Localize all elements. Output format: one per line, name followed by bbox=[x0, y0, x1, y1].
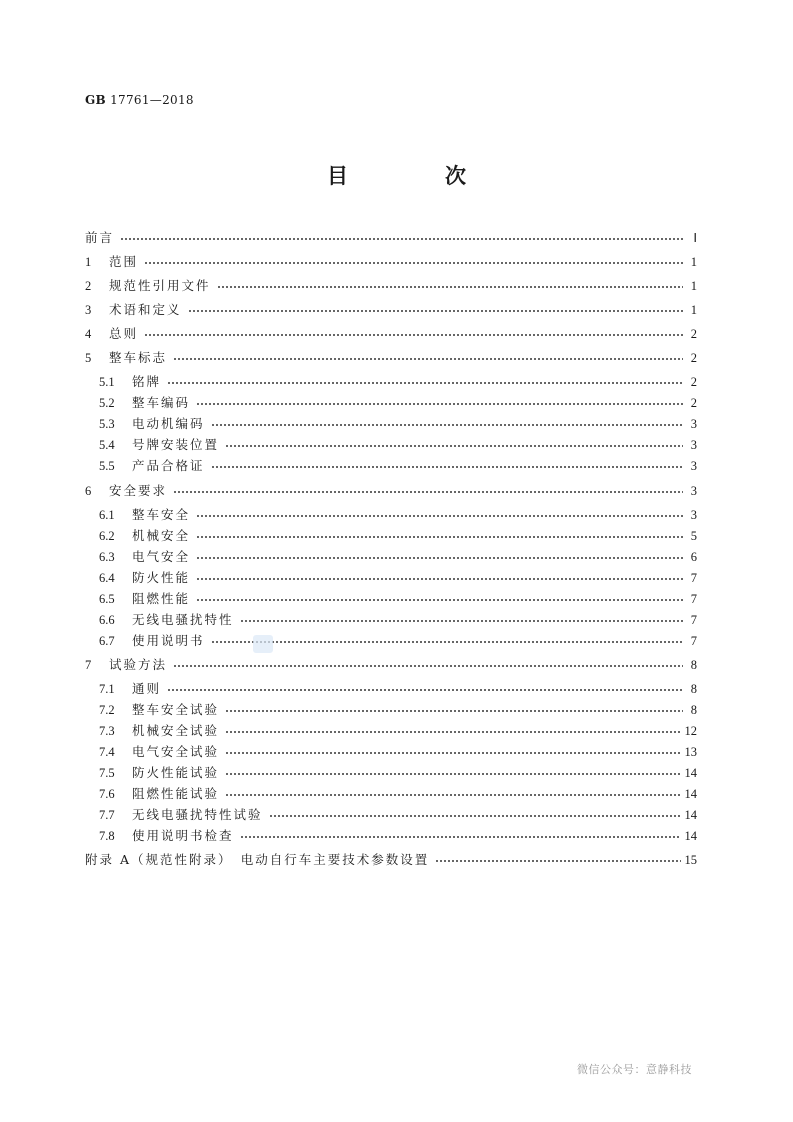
toc-entry-number: 6 bbox=[85, 484, 92, 498]
toc-entry-page-number: 12 bbox=[684, 724, 697, 738]
toc-entry-number: 7.6 bbox=[99, 787, 115, 801]
toc-dot-leader bbox=[196, 578, 683, 580]
toc-entry-page-number: 2 bbox=[690, 351, 697, 365]
toc-entry-page-number: 15 bbox=[684, 853, 697, 867]
toc-entry-label: 产品合格证 bbox=[132, 458, 205, 473]
toc-dot-leader bbox=[144, 262, 683, 264]
toc-entry[interactable] bbox=[85, 569, 697, 587]
toc-entry-label: 机械安全试验 bbox=[132, 723, 220, 738]
toc-entry-page-number: 7 bbox=[690, 634, 697, 648]
page-title: 目 次 bbox=[327, 163, 504, 188]
toc-entry-page-number: 14 bbox=[684, 766, 697, 780]
toc-entry[interactable] bbox=[85, 827, 697, 845]
toc-entry[interactable] bbox=[85, 349, 697, 367]
toc-entry-page-number: 8 bbox=[690, 658, 697, 672]
footer-watermark: 微信公众号：意静科技 bbox=[577, 1063, 692, 1076]
toc-entry-label: 防火性能试验 bbox=[132, 765, 220, 780]
toc-entry-page-number: 1 bbox=[690, 303, 697, 317]
toc-entry-page-number: 6 bbox=[690, 550, 697, 564]
toc-entry-number: 6.6 bbox=[99, 613, 115, 627]
toc-entry[interactable] bbox=[85, 394, 697, 412]
toc-entry-number: 5.3 bbox=[99, 417, 115, 431]
toc-entry[interactable] bbox=[85, 548, 697, 566]
toc-dot-leader bbox=[240, 836, 681, 838]
toc-entry-page-number: 3 bbox=[690, 508, 697, 522]
toc-dot-leader bbox=[225, 710, 683, 712]
toc-dot-leader bbox=[225, 773, 680, 775]
toc-entry-label: 无线电骚扰特性 bbox=[132, 612, 234, 627]
toc-entry[interactable] bbox=[85, 722, 697, 740]
toc-dot-leader bbox=[269, 815, 681, 817]
toc-dot-leader bbox=[225, 731, 680, 733]
toc-entry[interactable] bbox=[85, 656, 697, 674]
toc-entry-label: 阻燃性能试验 bbox=[132, 786, 220, 801]
toc-entry[interactable] bbox=[85, 373, 697, 391]
toc-entry-page-number: 3 bbox=[690, 438, 697, 452]
toc-entry-page-number: 13 bbox=[684, 745, 697, 759]
toc-entry-number: 7.5 bbox=[99, 766, 115, 780]
toc-dot-leader bbox=[225, 752, 680, 754]
toc-entry-page-number: 7 bbox=[690, 571, 697, 585]
toc-entry[interactable] bbox=[85, 415, 697, 433]
toc-dot-leader bbox=[196, 599, 683, 601]
toc-dot-leader bbox=[217, 286, 683, 288]
toc-entry-number: 5.1 bbox=[99, 375, 115, 389]
toc-dot-leader bbox=[211, 424, 683, 426]
toc-entry-page-number: 2 bbox=[690, 396, 697, 410]
toc-dot-leader bbox=[240, 620, 683, 622]
toc-dot-leader bbox=[173, 358, 683, 360]
toc-entry[interactable] bbox=[85, 851, 697, 869]
toc-entry[interactable] bbox=[85, 701, 697, 719]
toc-entry[interactable] bbox=[85, 301, 697, 319]
toc-entry[interactable] bbox=[85, 680, 697, 698]
toc-entry-page-number: 3 bbox=[690, 417, 697, 431]
watermark-artifact bbox=[253, 635, 273, 653]
toc-entry-number: 6.2 bbox=[99, 529, 115, 543]
toc-entry-number: 5.2 bbox=[99, 396, 115, 410]
toc-entry-number: 5 bbox=[85, 351, 92, 365]
toc-entry[interactable] bbox=[85, 806, 697, 824]
toc-entry-page-number: 3 bbox=[690, 459, 697, 473]
toc-entry-label: 防火性能 bbox=[132, 570, 191, 585]
toc-entry[interactable] bbox=[85, 785, 697, 803]
toc-entry[interactable] bbox=[85, 277, 697, 295]
toc-entry-page-number: 8 bbox=[690, 682, 697, 696]
toc-entry-label: 无线电骚扰特性试验 bbox=[132, 807, 263, 822]
toc-entry-page-number: 5 bbox=[690, 529, 697, 543]
toc-entry-page-number: 3 bbox=[690, 484, 697, 498]
toc-dot-leader bbox=[120, 238, 683, 240]
toc-entry[interactable] bbox=[85, 457, 697, 475]
toc-dot-leader bbox=[196, 515, 683, 517]
toc-dot-leader bbox=[196, 403, 683, 405]
toc-entry-number: 7.4 bbox=[99, 745, 115, 759]
toc-entry-page-number: 2 bbox=[690, 375, 697, 389]
toc-entry-number: 6.1 bbox=[99, 508, 115, 522]
toc-entry-number: 7.3 bbox=[99, 724, 115, 738]
toc-entry-number: 6.3 bbox=[99, 550, 115, 564]
toc-entry-page-number: 14 bbox=[684, 829, 697, 843]
toc-entry-label: 电动机编码 bbox=[132, 416, 205, 431]
toc-dot-leader bbox=[188, 310, 683, 312]
toc-entry-label: 号牌安装位置 bbox=[132, 437, 220, 452]
toc-entry-label: 使用说明书 bbox=[132, 633, 205, 648]
toc-entry-label: 整车安全试验 bbox=[132, 702, 220, 717]
toc-entry-number: 6.7 bbox=[99, 634, 115, 648]
toc-entry[interactable] bbox=[85, 764, 697, 782]
toc-entry-label: 术语和定义 bbox=[109, 302, 182, 317]
toc-entry-page-number: 1 bbox=[690, 255, 697, 269]
toc-entry-page-number: 2 bbox=[690, 327, 697, 341]
toc-entry-page-number: 7 bbox=[690, 613, 697, 627]
toc-entry-label: 整车编码 bbox=[132, 395, 191, 410]
toc-entry-label: 范围 bbox=[109, 254, 139, 269]
toc-entry[interactable] bbox=[85, 632, 697, 650]
toc-entry[interactable] bbox=[85, 325, 697, 343]
toc-entry-label: 规范性引用文件 bbox=[109, 278, 211, 293]
toc-dot-leader bbox=[225, 794, 680, 796]
toc-entry-number: 5.5 bbox=[99, 459, 115, 473]
toc-entry-label: 机械安全 bbox=[132, 528, 191, 543]
toc-dot-leader bbox=[211, 466, 683, 468]
toc-entry-number: 1 bbox=[85, 255, 92, 269]
toc-entry-label: 电气安全试验 bbox=[132, 744, 220, 759]
toc-dot-leader bbox=[196, 557, 683, 559]
toc-entry-page-number: 14 bbox=[684, 808, 697, 822]
toc-entry-number: 7.1 bbox=[99, 682, 115, 696]
toc-entry[interactable] bbox=[85, 590, 697, 608]
toc-entry-label: 使用说明书检查 bbox=[132, 828, 234, 843]
toc-dot-leader bbox=[196, 536, 683, 538]
toc-entry-label: 阻燃性能 bbox=[132, 591, 191, 606]
toc-entry[interactable] bbox=[85, 611, 697, 629]
toc-entry-label: 铭牌 bbox=[132, 374, 162, 389]
toc-entry[interactable] bbox=[85, 482, 697, 500]
toc-dot-leader bbox=[167, 382, 683, 384]
toc-entry-page-number: 8 bbox=[690, 703, 697, 717]
toc-dot-leader bbox=[173, 491, 683, 493]
toc-entry-number: 6.4 bbox=[99, 571, 115, 585]
toc-entry-number: 4 bbox=[85, 327, 92, 341]
toc-entry-number: 3 bbox=[85, 303, 92, 317]
standard-prefix: GB bbox=[85, 93, 106, 107]
toc-entry-number: 7 bbox=[85, 658, 92, 672]
toc-entry-number: 2 bbox=[85, 279, 92, 293]
toc-dot-leader bbox=[144, 334, 683, 336]
toc-dot-leader bbox=[225, 445, 683, 447]
toc-entry-label: 试验方法 bbox=[109, 657, 168, 672]
toc-entry[interactable] bbox=[85, 506, 697, 524]
toc-entry-page-number: Ⅰ bbox=[693, 231, 697, 245]
toc-entry-label: 总则 bbox=[109, 326, 139, 341]
toc-entry-label: 附录 A（规范性附录） 电动自行车主要技术参数设置 bbox=[85, 852, 430, 867]
toc-dot-leader bbox=[167, 689, 683, 691]
toc-entry[interactable] bbox=[85, 253, 697, 271]
toc-entry-page-number: 7 bbox=[690, 592, 697, 606]
toc-dot-leader bbox=[173, 665, 683, 667]
toc-entry-number: 5.4 bbox=[99, 438, 115, 452]
toc-dot-leader bbox=[435, 860, 680, 862]
toc-entry-number: 7.8 bbox=[99, 829, 115, 843]
toc-entry-number: 7.7 bbox=[99, 808, 115, 822]
toc-entry-label: 整车标志 bbox=[109, 350, 168, 365]
toc-entry[interactable] bbox=[85, 527, 697, 545]
toc-entry[interactable] bbox=[85, 743, 697, 761]
toc-entry-page-number: 1 bbox=[690, 279, 697, 293]
toc-entry-number: 6.5 bbox=[99, 592, 115, 606]
toc-entry-label: 整车安全 bbox=[132, 507, 191, 522]
toc-entry-number: 7.2 bbox=[99, 703, 115, 717]
toc-entry-label: 前言 bbox=[85, 230, 115, 245]
toc-entry[interactable] bbox=[85, 436, 697, 454]
toc-entry[interactable] bbox=[85, 229, 697, 247]
standard-code bbox=[85, 93, 194, 107]
standard-number: 17761—2018 bbox=[110, 93, 194, 107]
toc-entry-page-number: 14 bbox=[684, 787, 697, 801]
toc-entry-label: 电气安全 bbox=[132, 549, 191, 564]
toc-entry-label: 通则 bbox=[132, 681, 162, 696]
toc-entry-label: 安全要求 bbox=[109, 483, 168, 498]
toc-dot-leader bbox=[211, 641, 683, 643]
